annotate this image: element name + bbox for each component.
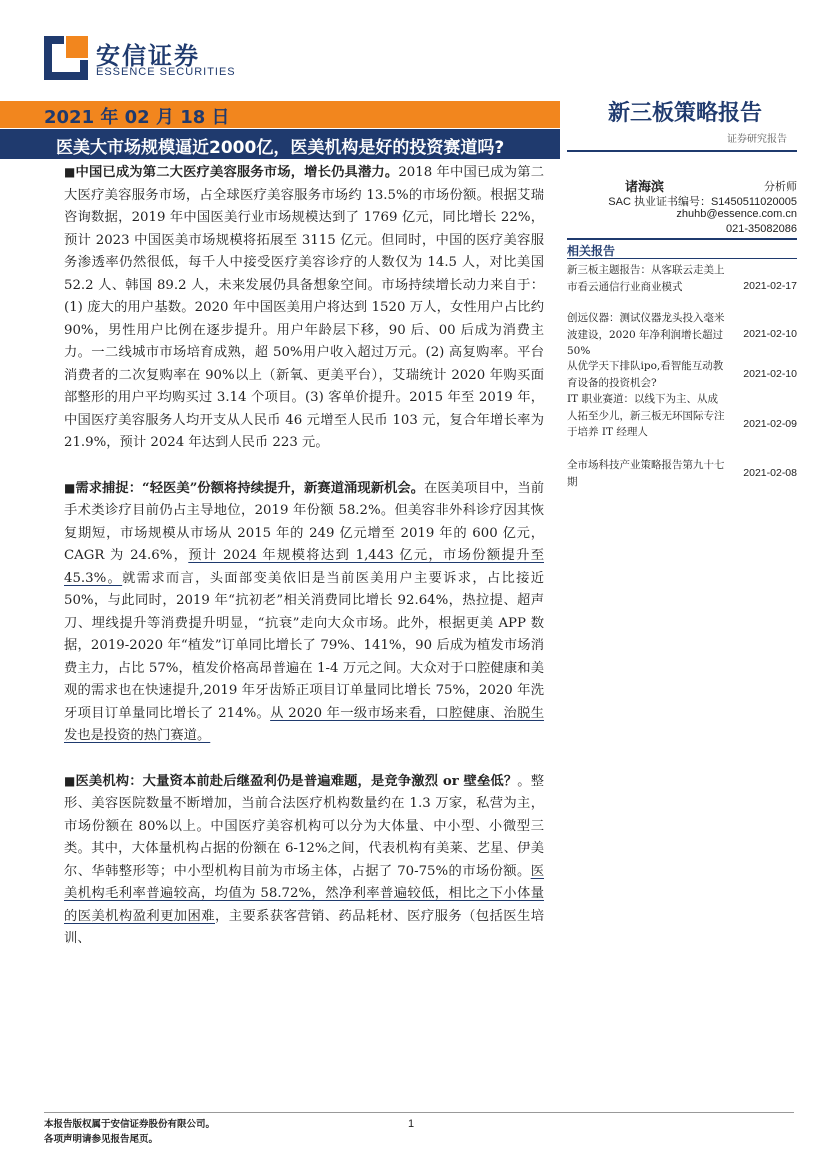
paragraph-heading: 中国已成为第二大医疗美容服务市场，增长仍具潜力。 xyxy=(75,165,399,180)
analyst-phone: 021-35082086 xyxy=(726,223,797,235)
related-report-item[interactable] xyxy=(567,457,797,490)
related-report-date: 2021-02-10 xyxy=(743,368,797,380)
footer-divider xyxy=(44,1112,794,1113)
related-report-date: 2021-02-08 xyxy=(743,467,797,479)
related-reports-list xyxy=(567,262,797,490)
paragraph-highlight: 从 2020 年一级市场来看，口腔健康、治脱生发也是投资的热门赛道。 xyxy=(64,705,545,743)
bullet-marker: ■ xyxy=(64,773,76,788)
related-report-title[interactable]: 创远仪器：测试仪器龙头投入毫米波建设，2020 年净利润增长超过 50% xyxy=(567,312,725,357)
related-report-item[interactable] xyxy=(567,391,797,457)
divider xyxy=(567,258,797,259)
related-report-title[interactable]: 全市场科技产业策略报告第九十七期 xyxy=(567,459,725,488)
divider xyxy=(567,150,797,152)
paragraph-body: 。整形、美容医院数量不断增加，当前合法医疗机构数量约在 1.3 万家，私营为主，市场份额在 80%以上。中国医疗美容机构可以分为大体量、中小型、小微型三类。其中，大体量机构占据的份额在 6-12%之间，代表机构有美莱、艺星、伊美尔、华韩整形等；中小型机构目前为市场主体，占据了 70-75%的市场份额。 xyxy=(64,773,545,879)
brand-name-cn: 安信证券 xyxy=(96,42,200,70)
related-report-title[interactable]: 新三板主题报告：从客联云走美上市看云通信行业商业模式 xyxy=(567,264,725,293)
analyst-cert: SAC 执业证书编号：S1450511020005 xyxy=(608,196,797,208)
related-report-date: 2021-02-09 xyxy=(743,418,797,430)
main-content xyxy=(64,161,544,951)
related-report-date: 2021-02-10 xyxy=(743,328,797,340)
report-subtitle: 证券研究报告 xyxy=(727,134,787,145)
related-report-title[interactable]: 从优学天下排队ipo,看智能互动教育设备的投资机会? xyxy=(567,360,724,389)
analyst-role: 分析师 xyxy=(764,181,797,193)
divider xyxy=(567,238,797,240)
related-report-item[interactable] xyxy=(567,262,797,310)
analyst-email[interactable]: zhuhb@essence.com.cn xyxy=(676,208,797,220)
company-logo xyxy=(44,36,88,80)
related-report-date: 2021-02-17 xyxy=(743,280,797,292)
related-report-item[interactable] xyxy=(567,310,797,358)
paragraph-body: 2018 年中国已成为第二大医疗美容服务市场，占全球医疗美容服务市场约 13.5%的市场份额。根据艾瑞咨询数据，2019 年中国医美行业市场规模达到了 1769 亿元，同比增长 22%，预计 2023 中国医美市场规模将拓展至 3115 亿元。但同时，中国的医疗美容服务渗透率仍然很低，每千人中接受医疗美容诊疗的人数仅为 14.5 人，对比美国 52.2 人、韩国 89.2 人，未来发展仍具备想象空间。市场持续增长动力来自于：(1) 庞大的用户基数。2020 年中国医美用户将达到 1520 万人，女性用户占比约 90%，男性用户比例在逐步提升。用户年龄层下移，90 后、00 后成为消费主力。一二线城市市场培育成熟，超 50%用户收入超过万元。(2) 高复购率。平台消费者的二次复购率在 90%以上（新氧、更美平台），艾瑞统计 2020 年购买面部整形的用户平均购买过 3.14 个项目。(3) 客单价提升。2015 年至 2019 年，中国医疗美容服务人均开支从人民币 46 元增至人民币 103 元，复合年增长率为 21.9%，预计 2024 年达到人民币 223 元。 xyxy=(64,165,545,450)
paragraph-body: 在医美项目中，当前手术类诊疗目前仍占主导地位，2019 年份额 58.2%。但美容非外科诊疗因其恢复期短，市场规模从市场从 2015 年的 249 亿元增至 2019 年的 600 亿元，CAGR 为 24.6%， xyxy=(64,480,544,563)
footer-disclaimer xyxy=(44,1117,215,1147)
paragraph-body: 就需求而言，头面部变美依旧是当前医美用户主要诉求，占比接近 50%，与此同时，2019 年“抗初老”相关消费同比增长 92.64%，热拉提、超声刀、埋线提升等消费提升明显，“抗衰”走向大众市场。此外，根据更美 APP 数据，2019-2020 年“植发”订单同比增长了 79%、141%，90 后成为植发市场消费主力，占比 57%，植发价格高昂普遍在 1-4 万元之间。大众对于口腔健康和美观的需求也在快速提升,2019 年牙齿矫正项目订单量同比增长 75%，2020 年洗牙项目订单量同比增长了 214%。 xyxy=(64,570,545,721)
paragraph-demand xyxy=(64,477,544,748)
paragraph-body: ，主要系获客营销、药品耗材、医疗服务（包括医生培训、 xyxy=(64,908,545,946)
bullet-marker: ■ xyxy=(64,165,76,179)
brand-name-en: ESSENCE SECURITIES xyxy=(96,66,236,78)
footer-notice: 各项声明请参见报告尾页。 xyxy=(44,1134,159,1145)
paragraph-institutions xyxy=(64,770,544,951)
paragraph-heading: 医美机构：大量资本前赴后继盈利仍是普遍难题，是竞争激烈 or 壁垒低？ xyxy=(75,773,518,789)
paragraph-heading: 需求捕捉：“轻医美”份额将持续提升，新赛道涌现新机会。 xyxy=(75,480,425,496)
paragraph-market-position xyxy=(64,161,544,455)
paragraph-highlight: 预计 2024 年规模将达到 1,443 亿元，市场份额提升至 45.3%。 xyxy=(64,548,544,586)
report-title: 医美大市场规模逼近2000亿，医美机构是好的投资赛道吗? xyxy=(56,138,505,158)
bullet-marker: ■ xyxy=(64,480,76,495)
related-report-item[interactable] xyxy=(567,358,797,391)
analyst-info xyxy=(567,178,797,238)
related-reports-title: 相关报告 xyxy=(567,244,616,258)
related-report-title[interactable]: IT 职业赛道：以线下为主、从成人拓至少儿，新三板无环国际专注于培养 IT 经理人 xyxy=(567,393,725,438)
page-number: 1 xyxy=(408,1118,415,1130)
paragraph-highlight: 医美机构毛利率普遍较高，均值为 58.72%，然净利率普遍较低，相比之下小体量的医美机构盈利更加困难 xyxy=(64,863,544,924)
report-date: 2021 年 02 月 18 日 xyxy=(44,107,230,128)
report-type: 新三板策略报告 xyxy=(608,101,763,126)
analyst-name: 诸海滨 xyxy=(625,180,665,195)
footer-copyright: 本报告版权属于安信证券股份有限公司。 xyxy=(44,1119,216,1130)
